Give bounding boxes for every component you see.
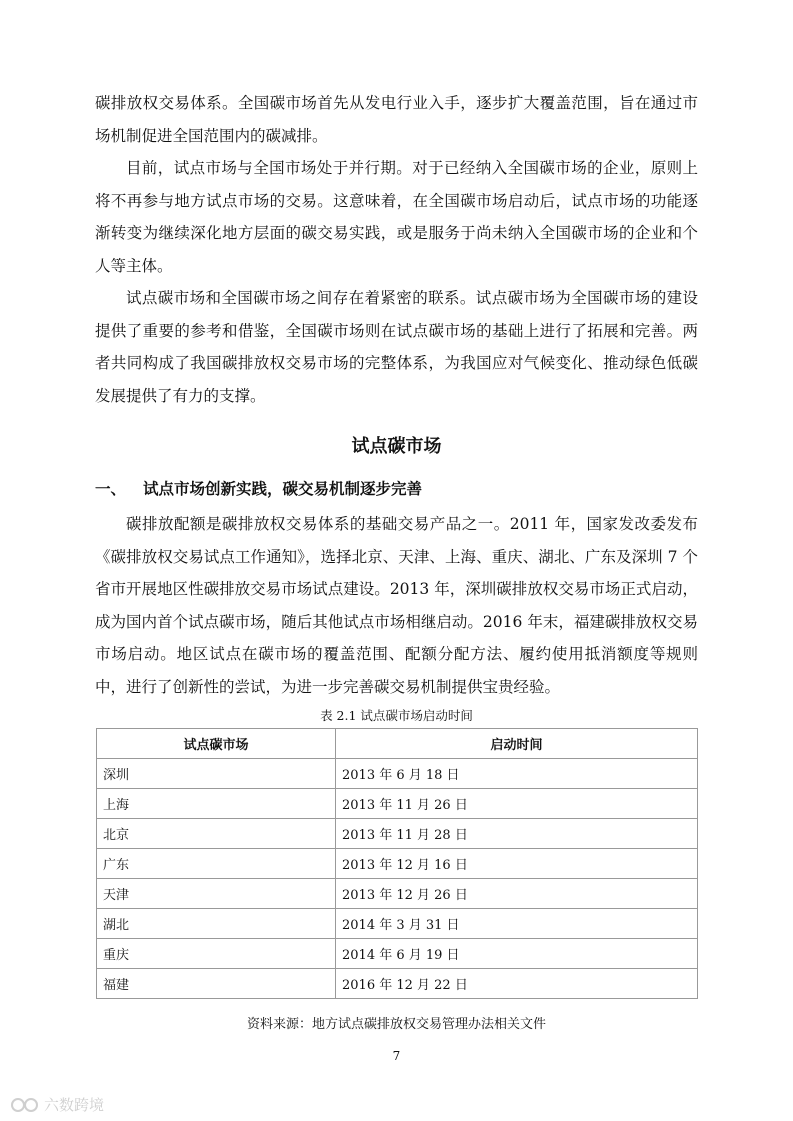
watermark: [10, 1094, 104, 1115]
table-caption: 表 2.1 试点碳市场启动时间: [320, 708, 473, 723]
table-source: 资料来源：地方试点碳排放权交易管理办法相关文件: [246, 1017, 546, 1032]
page-number: 7: [392, 1049, 401, 1063]
table-row: [97, 879, 698, 909]
table-row: [97, 819, 698, 849]
cell-market: 北京: [97, 819, 336, 849]
cell-launch-date: 2013 年 11 月 26 日: [336, 789, 698, 819]
cell-launch-date: 2013 年 12 月 16 日: [336, 849, 698, 879]
paragraph-relationship: 试点碳市场和全国碳市场之间存在着紧密的联系。试点碳市场为全国碳市场的建设提供了重要的参考和借鉴，全国碳市场则在试点碳市场的基础上进行了拓展和完善。两者共同构成了我国碳排放权交易市场的完整体系，为我国应对气候变化、推动绿色低碳发展提供了有力的支撑。: [95, 289, 698, 405]
table-row: [97, 759, 698, 789]
header-launch-date: 启动时间: [336, 729, 698, 759]
cell-market: 天津: [97, 879, 336, 909]
table-row: [97, 939, 698, 969]
watermark-text: 六数跨境: [44, 1096, 105, 1114]
table-row: [97, 789, 698, 819]
paragraph-pilot-markets: 碳排放配额是碳排放权交易体系的基础交易产品之一。2011 年，国家发改委发布《碳排放权交易试点工作通知》，选择北京、天津、上海、重庆、湖北、广东及深圳 7 个省市开展地区性碳排放交易市场试点建设。2013 年，深圳碳排放权交易市场正式启动，成为国内首个试点碳市场，随后其他试点市场相继启动。2016 年末，福建碳排放权交易市场启动。地区试点在碳市场的覆盖范围、配额分配方法、履约使用抵消额度等规则中，进行了创新性的尝试，为进一步完善碳交易机制提供宝贵经验。: [95, 515, 698, 696]
section-title: 试点碳市场: [351, 436, 442, 457]
cell-launch-date: 2013 年 11 月 28 日: [336, 819, 698, 849]
subsection-heading: [95, 477, 422, 499]
cell-market: 重庆: [97, 939, 336, 969]
cell-launch-date: 2013 年 12 月 26 日: [336, 879, 698, 909]
cell-market: 福建: [97, 969, 336, 999]
cell-launch-date: 2014 年 6 月 19 日: [336, 939, 698, 969]
paragraph-parallel-period: 目前，试点市场与全国市场处于并行期。对于已经纳入全国碳市场的企业，原则上将不再参与地方试点市场的交易。这意味着，在全国碳市场启动后，试点市场的功能逐渐转变为继续深化地方层面的碳交易实践，或是服务于尚未纳入全国碳市场的企业和个人等主体。: [95, 159, 698, 275]
cell-market: 广东: [97, 849, 336, 879]
table-row: [97, 849, 698, 879]
watermark-logo-icon: [10, 1095, 40, 1115]
launch-dates-table: [96, 728, 698, 999]
cell-launch-date: 2014 年 3 月 31 日: [336, 909, 698, 939]
table-row: [97, 969, 698, 999]
subsection-number: 一、: [95, 480, 127, 498]
header-market: 试点碳市场: [97, 729, 336, 759]
cell-launch-date: 2013 年 6 月 18 日: [336, 759, 698, 789]
cell-launch-date: 2016 年 12 月 22 日: [336, 969, 698, 999]
cell-market: 湖北: [97, 909, 336, 939]
cell-market: 上海: [97, 789, 336, 819]
table-row: [97, 909, 698, 939]
cell-market: 深圳: [97, 759, 336, 789]
paragraph-continuation: 碳排放权交易体系。全国碳市场首先从发电行业入手，逐步扩大覆盖范围，旨在通过市场机制促进全国范围内的碳减排。: [95, 94, 698, 145]
subsection-title: 试点市场创新实践，碳交易机制逐步完善: [143, 480, 423, 498]
table-header-row: [97, 729, 698, 759]
